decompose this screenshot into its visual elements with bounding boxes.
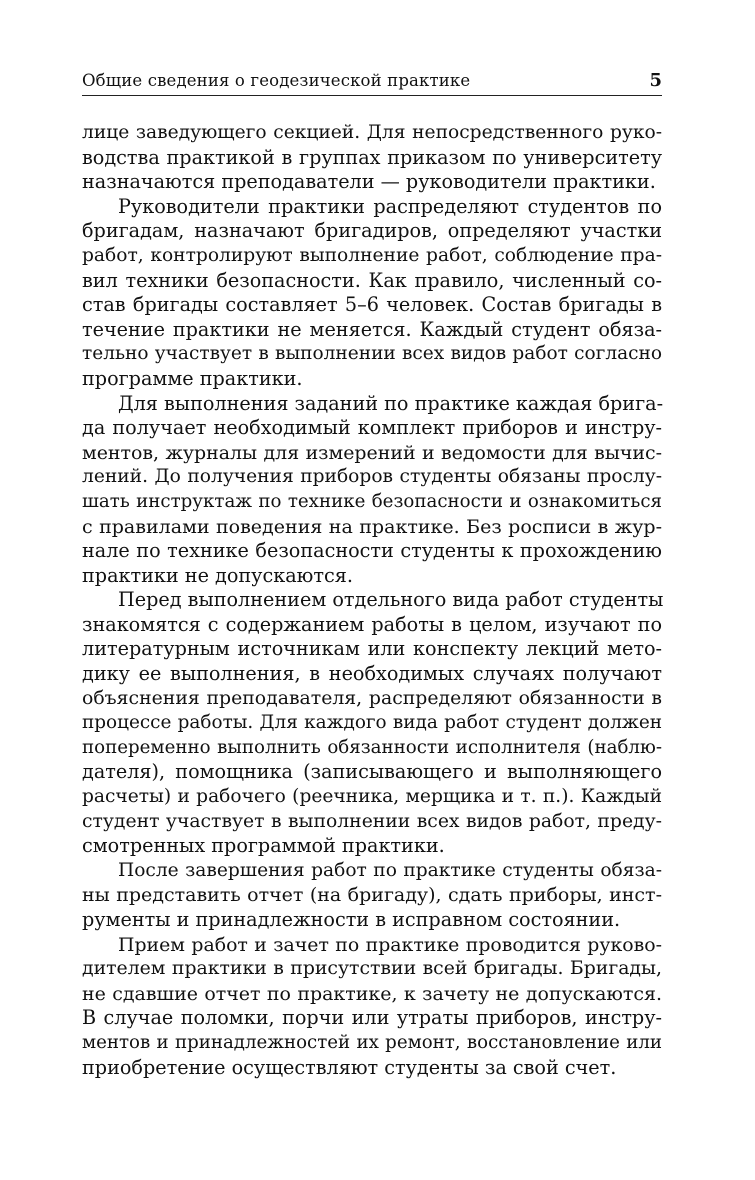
- text-line: объяснения преподавателя, распределяют обязанности в: [82, 687, 662, 709]
- body-text: [82, 121, 662, 1080]
- paragraph-supervisors: [82, 195, 662, 392]
- text-line: дику ее выполнения, в необходимых случаях получают: [82, 662, 662, 686]
- text-line: Руководители практики распределяют студентов по: [118, 194, 662, 218]
- text-line: лений. До получения приборов студенты обязаны прослу-: [82, 466, 662, 488]
- text-line: водства практикой в группах приказом по университету: [82, 145, 662, 169]
- text-line: студент участвует в выполнении всех видов работ, преду-: [82, 810, 662, 832]
- text-line: став бригады составляет 5–6 человек. Состав бригады в: [82, 293, 662, 317]
- text-line: Перед выполнением отдельного вида работ студенты: [118, 588, 664, 612]
- text-line: Прием работ и зачет по практике проводится руково-: [118, 933, 662, 956]
- paragraph-equipment: [82, 392, 662, 589]
- paragraph-work-procedure: [82, 588, 662, 859]
- text-line: вил техники безопасности. Как правило, численный со-: [82, 268, 662, 292]
- text-line: да получает необходимый комплект приборов и инстру-: [82, 416, 662, 440]
- text-line: дателя), помощника (записывающего и выполняющего: [82, 760, 662, 784]
- text-line: смотренных программой практики.: [82, 834, 445, 858]
- running-header: [82, 68, 662, 96]
- paragraph-report: [82, 859, 662, 933]
- text-line: лице заведующего секцией. Для непосредственного руко-: [82, 122, 662, 143]
- text-line: рументы и принадлежности в исправном состоянии.: [82, 908, 621, 931]
- running-header-title: Общие сведения о геодезической практике: [82, 71, 471, 90]
- text-line: попеременно выполнить обязанности исполнителя (наблю-: [82, 736, 662, 758]
- text-line: После завершения работ по практике студенты обяза-: [118, 859, 662, 881]
- text-line: ны представить отчет (на бригаду), сдать приборы, инст-: [82, 884, 662, 907]
- text-line: расчеты) и рабочего (реечника, мерщика и т. п.). Каждый: [82, 786, 662, 808]
- text-line: бригадам, назначают бригадиров, определяют участки: [82, 219, 662, 243]
- text-line: назначаются преподаватели — руководители практики.: [82, 170, 656, 194]
- page-number: 5: [649, 70, 662, 91]
- text-line: шать инструктаж по технике безопасности и ознакомиться: [82, 490, 662, 512]
- text-line: практики не допускаются.: [82, 563, 353, 587]
- text-line: с правилами поведения на практике. Без росписи в жур-: [82, 515, 662, 538]
- text-line: Для выполнения заданий по практике каждая брига-: [118, 391, 664, 415]
- text-line: тельно участвует в выполнении всех видов работ согласно: [82, 343, 662, 365]
- text-line: приобретение осуществляют студенты за свой счет.: [82, 1055, 617, 1079]
- text-line: литературным источникам или конспекту лекций мето-: [82, 637, 662, 661]
- text-line: процессе работы. Для каждого вида работ студент должен: [82, 712, 662, 734]
- paragraph-continuation: [82, 121, 662, 195]
- paragraph-assessment: [82, 933, 662, 1081]
- text-line: течение практики не меняется. Каждый студент обяза-: [82, 317, 662, 341]
- text-line: дителем практики в присутствии всей бригады. Бригады,: [82, 958, 662, 980]
- text-line: программе практики.: [82, 366, 303, 390]
- text-line: ментов и принадлежностей их ремонт, восстановление или: [82, 1031, 662, 1053]
- text-line: знакомятся с содержанием работы в целом, изучают по: [82, 612, 662, 636]
- text-line: работ, контролируют выполнение работ, соблюдение пра-: [82, 244, 662, 266]
- text-line: не сдавшие отчет по практике, к зачету не допускаются.: [82, 982, 662, 1005]
- text-line: В случае поломки, порчи или утраты приборов, инстру-: [82, 1006, 662, 1030]
- text-line: нале по технике безопасности студенты к прохождению: [82, 539, 662, 563]
- text-line: ментов, журналы для измерений и ведомости для вычис-: [82, 441, 662, 464]
- book-page: [82, 0, 662, 1180]
